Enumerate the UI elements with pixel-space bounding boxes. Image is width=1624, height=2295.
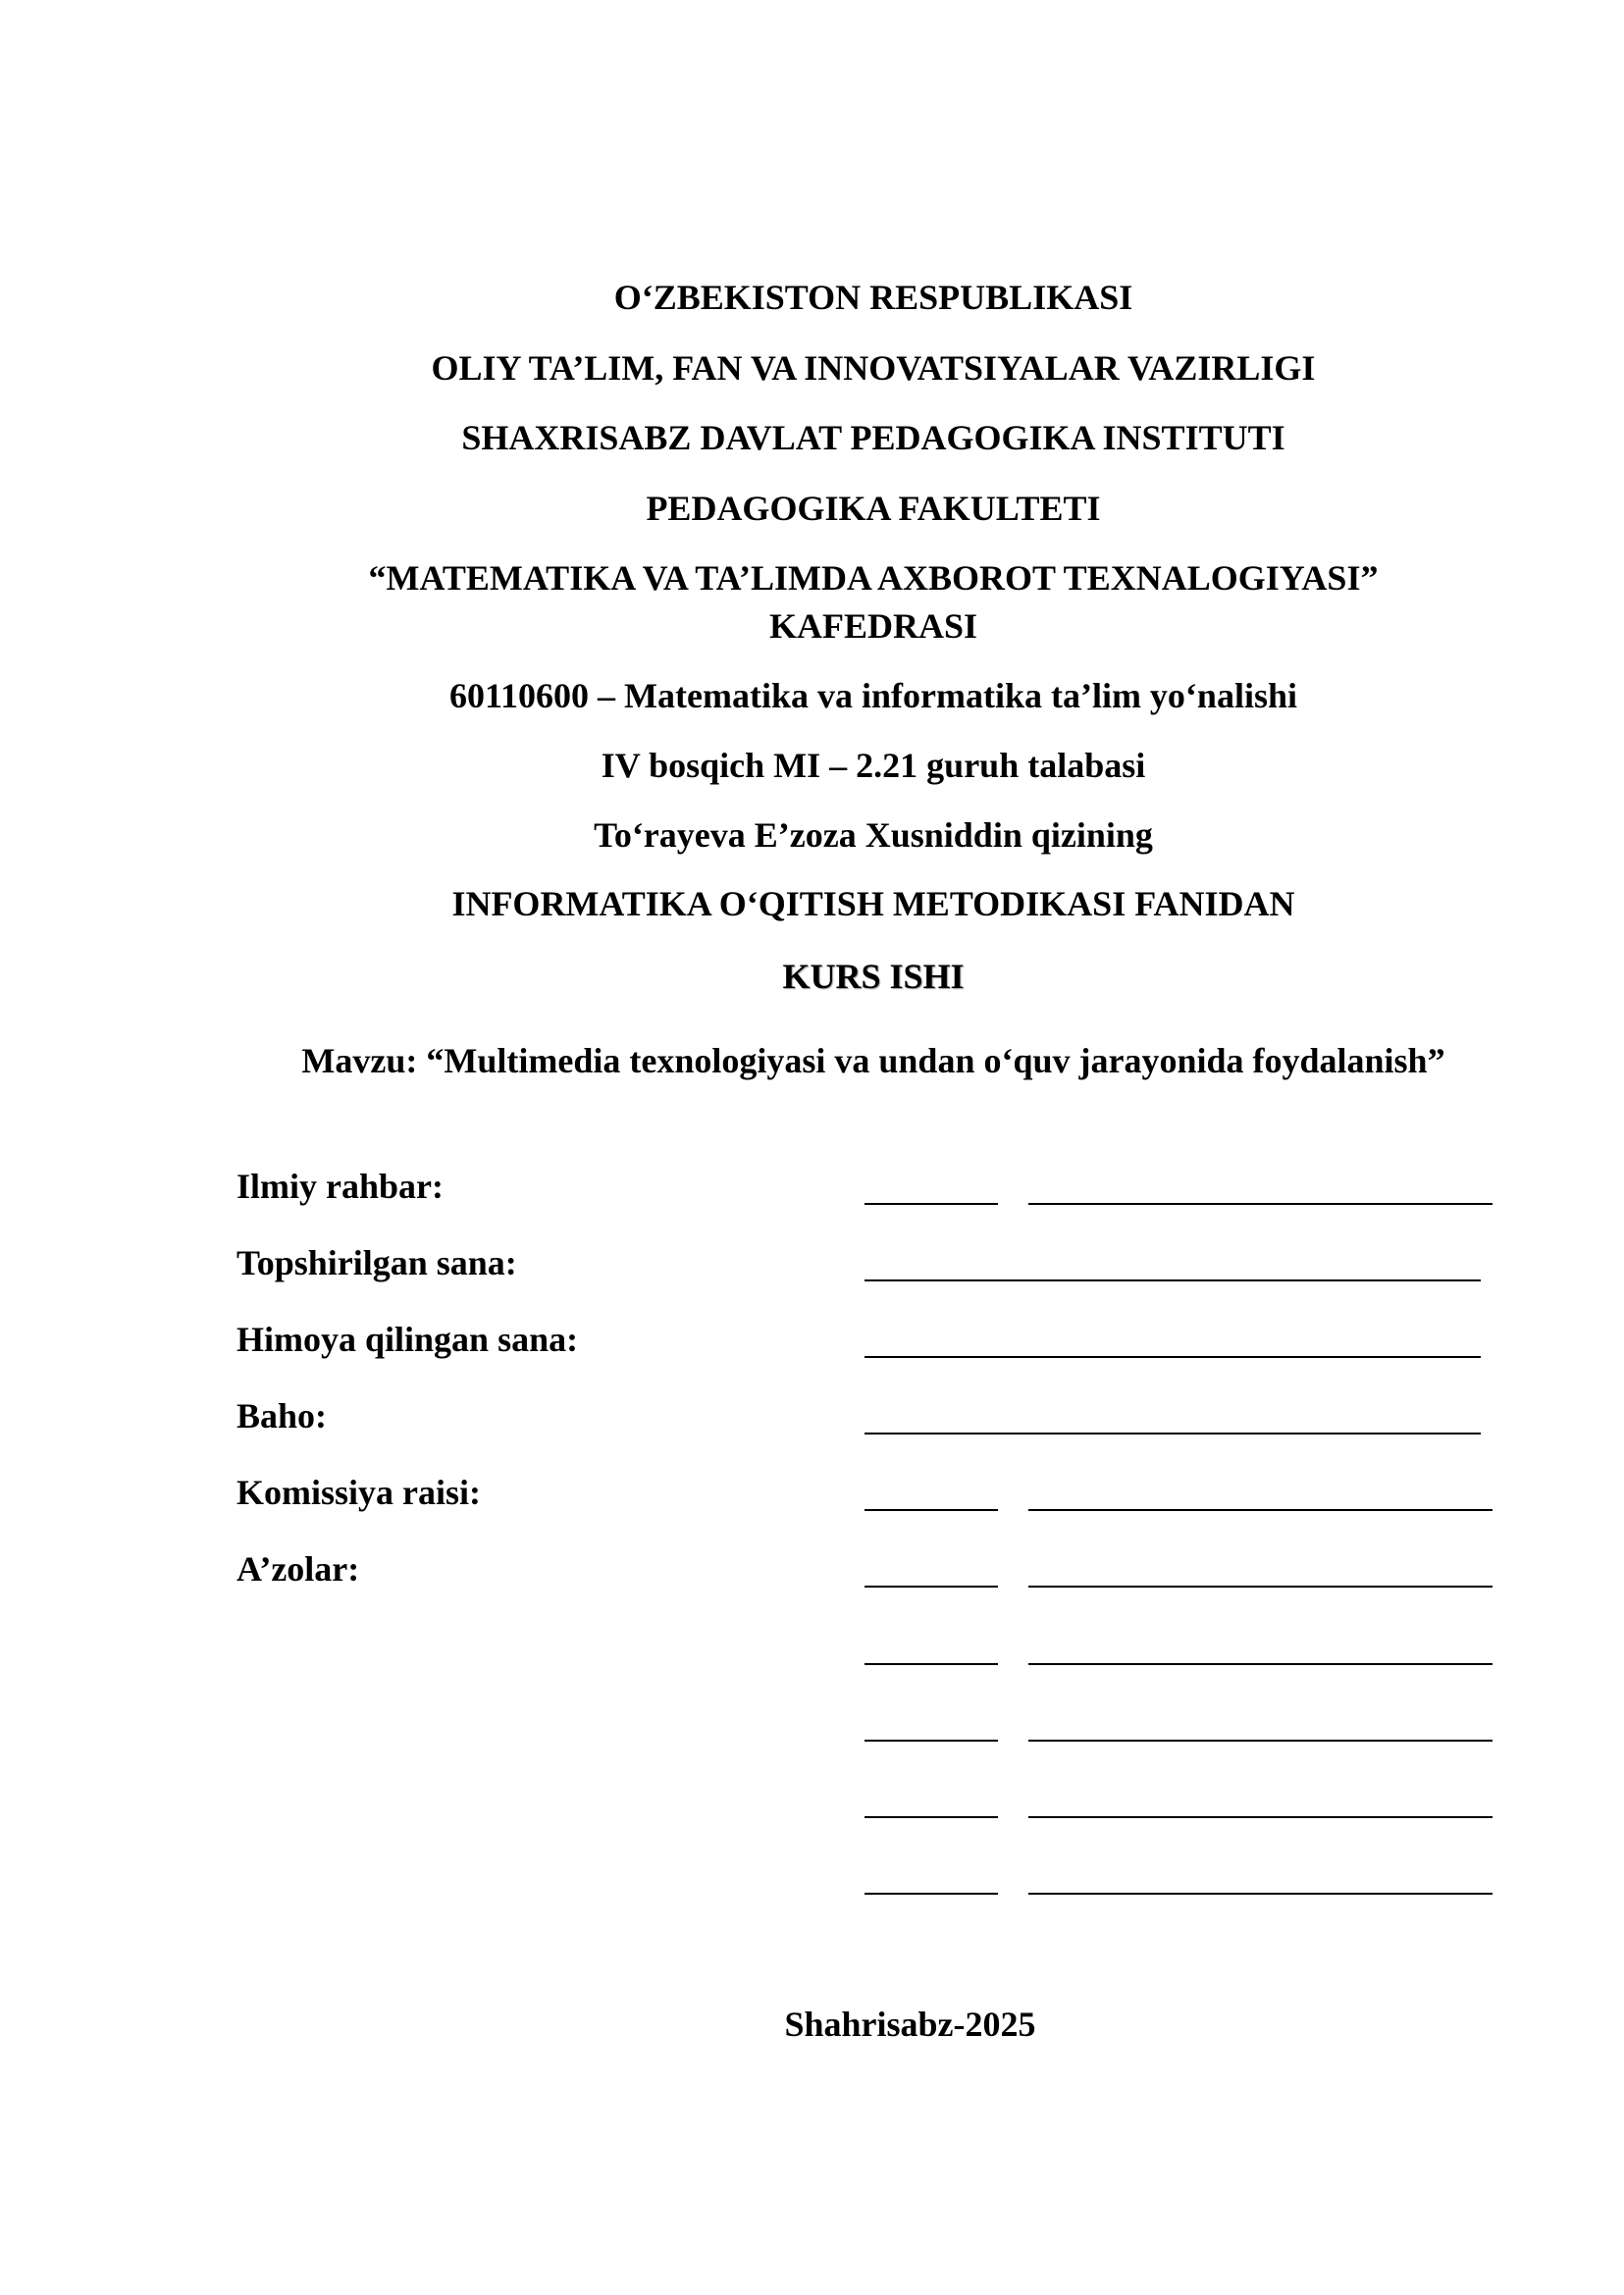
- member-signature-line: [864, 1663, 998, 1665]
- advisor-label: Ilmiy rahbar:: [236, 1167, 444, 1206]
- student-name: To‘rayeva E’zoza Xusniddin qizining: [594, 815, 1153, 855]
- member-name-line: [1028, 1816, 1493, 1818]
- member-name-line: [1028, 1740, 1493, 1742]
- member-name-line: [1028, 1663, 1493, 1665]
- department-title-line2: KAFEDRASI: [768, 606, 978, 646]
- chair-name-line: [1028, 1509, 1493, 1511]
- department-title-line1: “MATEMATIKA VA TA’LIMDA AXBOROT TEXNALOGIYASI”: [368, 558, 1379, 598]
- ministry-title: OLIY TA’LIM, FAN VA INNOVATSIYALAR VAZIRLIGI: [431, 348, 1316, 388]
- subject-title: INFORMATIKA O‘QITISH METODIKASI FANIDAN: [451, 884, 1295, 923]
- submitted-date-line: [864, 1279, 1481, 1281]
- submitted-date-label: Topshirilgan sana:: [236, 1243, 517, 1282]
- grade-label: Baho:: [236, 1396, 328, 1435]
- program-title: 60110600 – Matematika va informatika ta’lim yo‘nalishi: [449, 676, 1297, 715]
- group-title: IV bosqich MI – 2.21 guruh talabasi: [601, 746, 1146, 785]
- republic-title: O‘ZBEKISTON RESPUBLIKASI: [613, 278, 1133, 317]
- faculty-title: PEDAGOGIKA FAKULTETI: [646, 489, 1101, 528]
- grade-line: [864, 1433, 1481, 1434]
- member-name-line: [1028, 1586, 1493, 1588]
- city-year-text: Shahrisabz-2025: [784, 2005, 1036, 2044]
- member-signature-line: [864, 1586, 998, 1588]
- members-label: A’zolar:: [236, 1549, 360, 1589]
- defended-date-line: [864, 1356, 1481, 1358]
- topic-title: Mavzu: “Multimedia texnologiyasi va undan o‘quv jarayonida foydalanish”: [301, 1041, 1445, 1080]
- member-signature-line: [864, 1740, 998, 1742]
- commission-chair-label: Komissiya raisi:: [236, 1473, 481, 1512]
- member-signature-line: [864, 1816, 998, 1818]
- defended-date-label: Himoya qilingan sana:: [236, 1320, 579, 1359]
- footer-city-year: [0, 2003, 1624, 2046]
- work-type-title: KURS ISHI: [782, 957, 965, 996]
- member-signature-line: [864, 1893, 998, 1895]
- advisor-name-line: [1028, 1203, 1493, 1205]
- member-name-line: [1028, 1893, 1493, 1895]
- institute-title: SHAXRISABZ DAVLAT PEDAGOGIKA INSTITUTI: [461, 418, 1285, 457]
- chair-signature-line: [864, 1509, 998, 1511]
- advisor-signature-line: [864, 1203, 998, 1205]
